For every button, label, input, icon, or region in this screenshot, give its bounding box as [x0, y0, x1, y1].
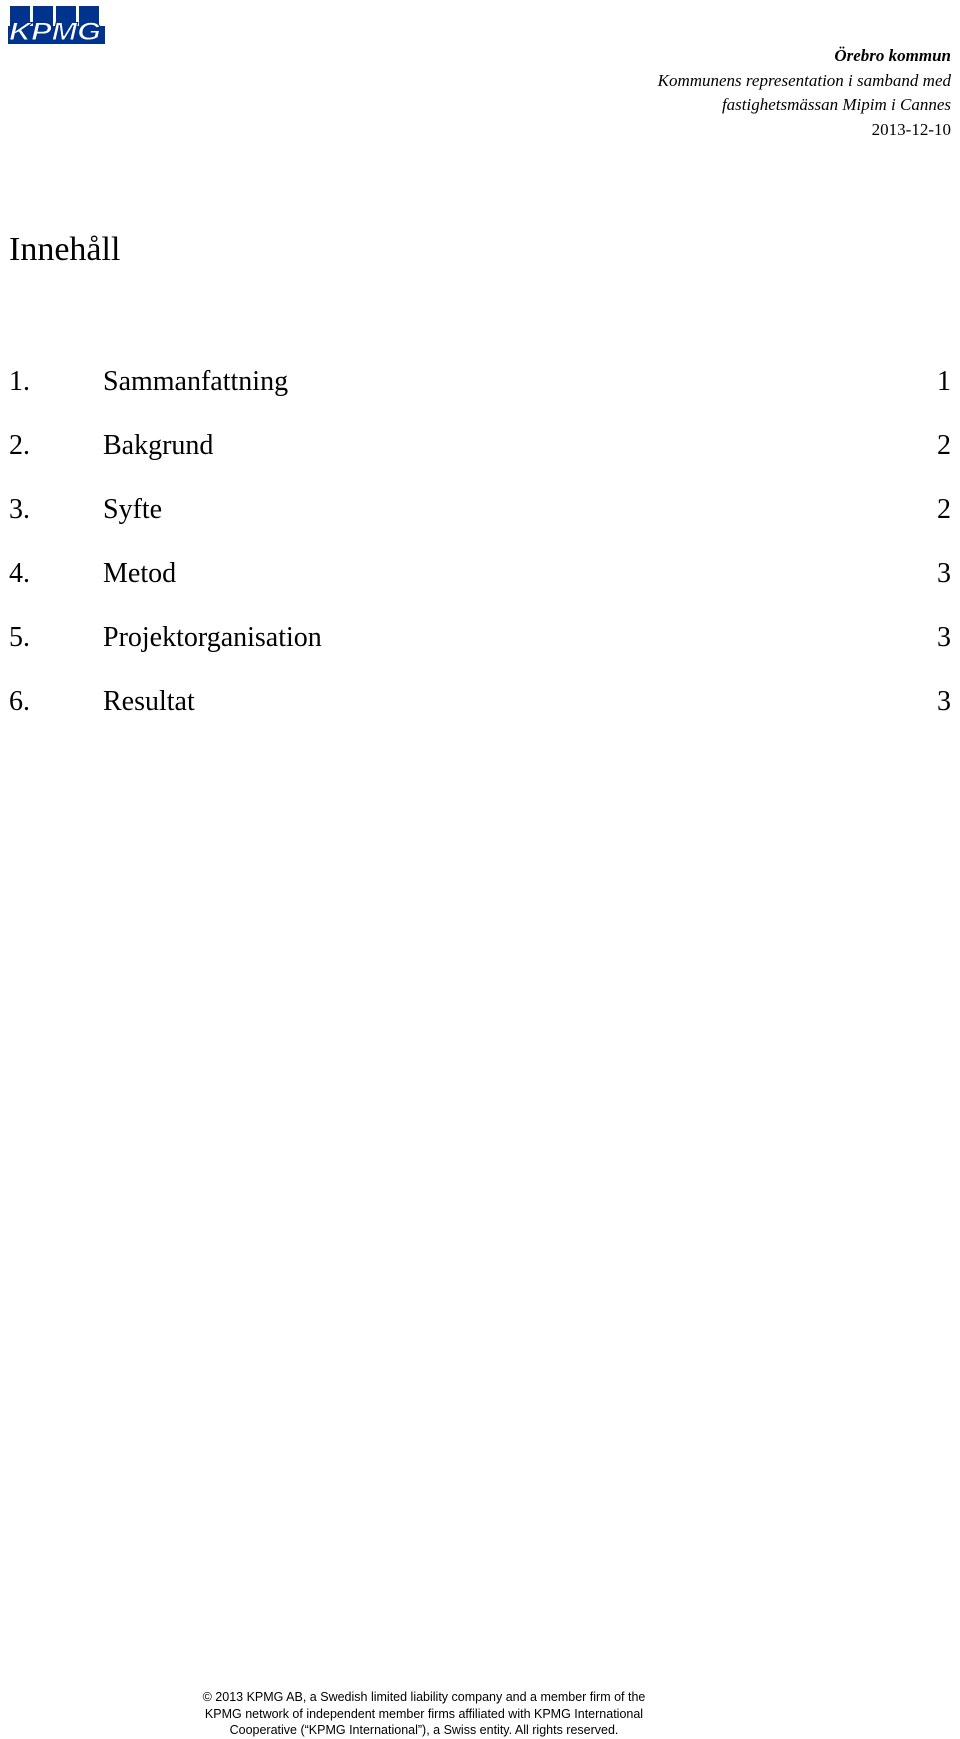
toc-entry-number: 5. [9, 622, 30, 653]
toc-entry-number: 4. [9, 558, 30, 589]
document-header [658, 44, 951, 142]
toc-entry-number: 2. [9, 430, 30, 461]
toc-entry-label: Metod [103, 558, 177, 589]
toc-entry-page: 3 [937, 558, 951, 589]
toc-entry-label: Bakgrund [103, 430, 214, 461]
footer-line-2: KPMG network of independent member firms affiliated with KPMG International [204, 1706, 644, 1721]
footer-line-3: Cooperative (“KPMG International”), a Swiss entity. All rights reserved. [229, 1723, 619, 1737]
document-subtitle-line-1: Kommunens representation i samband med [657, 70, 951, 90]
footer-line-1: © 2013 KPMG AB, a Swedish limited liability company and a member firm of the [202, 1690, 646, 1704]
toc-entry[interactable] [9, 688, 951, 752]
document-date: 2013-12-10 [871, 119, 951, 139]
toc-title: Innehåll [9, 231, 121, 268]
toc-entry-number: 1. [9, 366, 30, 397]
toc-entry-number: 3. [9, 494, 30, 525]
copyright-footer [0, 1689, 848, 1739]
toc-entry-number: 6. [9, 686, 30, 717]
toc-entry-page: 3 [937, 622, 951, 653]
toc-entry[interactable] [9, 496, 951, 560]
toc-entry[interactable] [9, 432, 951, 496]
toc-entry-label: Sammanfattning [103, 366, 289, 397]
toc-entry-page: 2 [937, 494, 951, 525]
toc-entry-page: 1 [937, 366, 951, 397]
toc-entry-page: 2 [937, 430, 951, 461]
toc-entry[interactable] [9, 560, 951, 624]
kpmg-logo-text: KPMG [9, 18, 101, 44]
toc-entry-label: Projektorganisation [103, 622, 322, 653]
organization-name: Örebro kommun [834, 46, 951, 65]
toc-entry[interactable] [9, 368, 951, 432]
document-subtitle-line-2: fastighetsmässan Mipim i Cannes [721, 95, 951, 114]
table-of-contents [9, 368, 951, 752]
kpmg-logo [8, 6, 105, 44]
toc-entry[interactable] [9, 624, 951, 688]
toc-entry-label: Syfte [103, 494, 163, 525]
toc-entry-page: 3 [937, 686, 951, 717]
toc-entry-label: Resultat [103, 686, 195, 717]
